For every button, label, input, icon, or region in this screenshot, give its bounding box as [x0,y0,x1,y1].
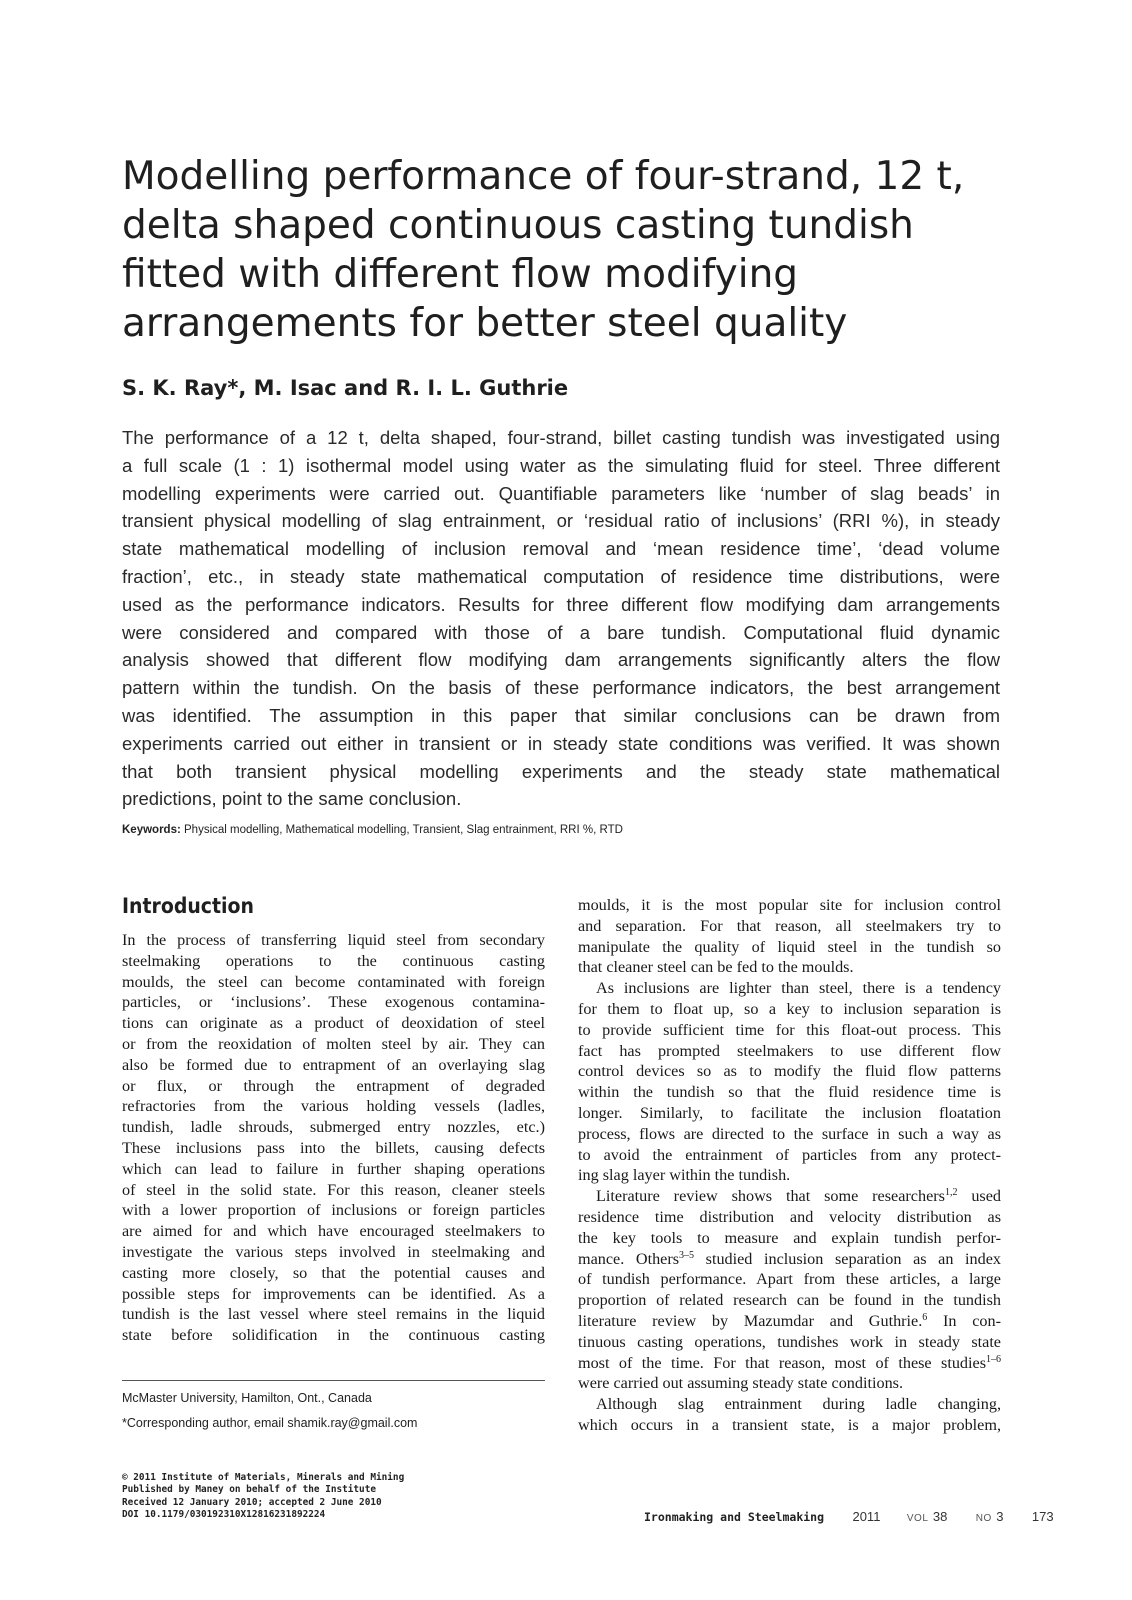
body-line: casting more closely, so that the potential causes and [122,1263,545,1282]
body-line: tions can originate as a product of deoxidation of steel [122,1014,545,1033]
title-line: fitted with different flow modifying [122,252,799,297]
abstract-line: analysis showed that different flow modifying dam arrangements significantly alters the flow [122,649,1000,671]
body-line: with a lower proportion of inclusions or foreign particles [122,1201,545,1220]
body-line: the key tools to measure and explain tundish perfor- [578,1228,1001,1247]
volume-number: 38 [932,1509,948,1524]
body-line-with-citation [578,1353,1001,1374]
abstract-line: that both transient physical modelling experiments and the steady state mathematical [122,760,1000,782]
body-line: residence time distribution and velocity distribution as [578,1207,1001,1226]
body-line: particles, or ‘inclusions’. These exogenous contamina- [122,993,545,1012]
abstract-line: modelling experiments were carried out. Quantifiable parameters like ‘number of slag beads’ in [122,482,1000,504]
body-text: used [957,1187,1002,1206]
body-line: tundish, ladle shrouds, submerged entry nozzles, etc.) [122,1118,545,1137]
journal-name: Ironmaking and Steelmaking [644,1510,825,1524]
body-line: possible steps for improvements can be identified. As a [122,1284,545,1303]
paper-title [122,152,1022,348]
corresponding-author: *Corresponding author, email shamik.ray@gmail.com [122,1416,418,1430]
copyright-line: © 2011 Institute of Materials, Minerals and Mining [122,1472,405,1483]
body-line: These inclusions pass into the billets, causing defects [122,1138,545,1157]
body-line: tundish is the last vessel where steel remains in the liquid [122,1305,545,1324]
body-line-with-citation [578,1311,1001,1332]
citation-ref: 1,2 [944,1187,958,1199]
body-line: moulds, the steel can become contaminated with foreign [122,972,545,991]
abstract-line: a full scale (1 : 1) isothermal model using water as the simulating fluid for steel. Three different [122,454,1000,476]
body-line: control devices so as to modify the fluid flow patterns [578,1062,1001,1081]
body-line: ing slag layer within the tundish. [578,1166,791,1185]
body-line: to provide sufficient time for this float-out process. This [578,1020,1001,1039]
body-line: which can lead to failure in further shaping operations [122,1159,545,1178]
abstract-line: The performance of a 12 t, delta shaped, four-strand, billet casting tundish was investigated using [122,427,1000,448]
body-line: for them to float up, so a key to inclusion separation is [578,999,1001,1018]
body-line: As inclusions are lighter than steel, there is a tendency [596,979,1001,998]
body-line: of tundish performance. Apart from these articles, a large [578,1270,1001,1289]
copyright-block [122,1472,404,1522]
body-text: mance. Others [578,1249,680,1268]
body-text: studied inclusion separation as an index [694,1249,1001,1268]
volume-label: VOL [906,1513,929,1524]
keywords-text: Physical modelling, Mathematical modelling, Transient, Slag entrainment, RRI %, RTD [184,824,623,836]
doi-line: DOI 10.1179/030192310X12816231892224 [122,1509,326,1521]
body-line: or from the reoxidation of molten steel by air. They can [122,1034,545,1053]
body-line: and separation. For that reason, all steelmakers try to [578,916,1001,935]
abstract-line: were considered and compared with those of a bare tundish. Computational fluid dynamic [122,621,1000,643]
issue-year: 2011 [852,1509,881,1524]
body-line: refractories from the various holding vessels (ladles, [122,1097,545,1116]
body-column-left [122,930,545,1346]
section-heading: Introduction [122,894,254,918]
body-line: manipulate the quality of liquid steel in the tundish so [578,937,1001,956]
page-footer [644,1508,1054,1526]
abstract-line: was identified. The assumption in this paper that similar conclusions can be drawn from [122,704,1000,726]
abstract [122,424,1000,813]
body-line: also be formed due to entrapment of an overlaying slag [122,1055,545,1074]
body-line: within the tundish so that the fluid residence time is [578,1083,1001,1102]
keywords [122,824,623,836]
body-line: moulds, it is the most popular site for inclusion control [578,896,1001,914]
abstract-line: transient physical modelling of slag entrainment, or ‘residual ratio of inclusions’ (RRI %), in steady [122,510,1000,532]
body-line: Although slag entrainment during ladle changing, [596,1395,1001,1414]
body-line: which occurs in a transient state, is a major problem, [578,1415,1001,1434]
body-line-with-citation [578,1249,1001,1270]
body-line: to avoid the entrainment of particles from any protect- [578,1145,1001,1164]
affiliation: McMaster University, Hamilton, Ont., Canada [122,1391,372,1405]
body-line: tinuous casting operations, tundishes work in steady state [578,1332,1001,1351]
body-line: were carried out assuming steady state conditions. [578,1374,904,1393]
issue-label: NO [975,1513,992,1524]
body-line: or flux, or through the entrapment of degraded [122,1076,545,1095]
abstract-line: state mathematical modelling of inclusion removal and ‘mean residence time’, ‘dead volume [122,538,1000,560]
body-line: of steel in the solid state. For this reason, cleaner steels [122,1180,545,1199]
body-line: state before solidification in the continuous casting [122,1326,545,1345]
publisher-line: Published by Maney on behalf of the Institute [122,1484,376,1496]
abstract-line: predictions, point to the same conclusion. [122,788,462,810]
abstract-line: used as the performance indicators. Results for three different flow modifying dam arrangements [122,593,1000,615]
title-line: Modelling performance of four-strand, 12 t, [122,154,965,199]
body-line: are aimed for and which have encouraged steelmakers to [122,1222,545,1241]
citation-ref: 3–5 [679,1249,695,1261]
footnote-divider [122,1380,545,1381]
body-line: fact has prompted steelmakers to use different flow [578,1041,1001,1060]
body-line-with-citation [578,1186,1001,1207]
body-text: Literature review shows that some researchers [596,1187,945,1206]
abstract-line: pattern within the tundish. On the basis of these performance indicators, the best arrangement [122,677,1000,699]
page-number: 173 [1031,1509,1054,1524]
abstract-line: fraction’, etc., in steady state mathematical computation of residence time distributions, were [122,565,1000,587]
received-line: Received 12 January 2010; accepted 2 June 2010 [122,1496,382,1508]
body-line: proportion of related research can be found in the tundish [578,1291,1001,1310]
body-line: In the process of transferring liquid steel from secondary [122,931,545,949]
body-line: process, flows are directed to the surface in such a way as [578,1124,1001,1143]
body-line: steelmaking operations to the continuous casting [122,951,545,970]
abstract-line: experiments carried out either in transient or in steady state conditions was verified. It was shown [122,732,1000,754]
citation-ref: 6 [922,1311,928,1323]
body-line: longer. Similarly, to facilitate the inclusion floatation [578,1103,1001,1122]
author-list: S. K. Ray*, M. Isac and R. I. L. Guthrie [122,376,569,400]
keywords-label: Keywords: [122,824,181,836]
issue-number: 3 [996,1509,1004,1524]
body-column-right [578,895,1001,1436]
body-text: most of the time. For that reason, most of these studies [578,1353,986,1372]
title-line: delta shaped continuous casting tundish [122,203,914,248]
title-line: arrangements for better steel quality [122,301,848,346]
body-line: that cleaner steel can be fed to the moulds. [578,958,854,977]
body-text: In con- [927,1311,1001,1330]
citation-ref: 1–6 [986,1353,1001,1365]
body-line: investigate the various steps involved in steelmaking and [122,1242,545,1261]
body-text: literature review by Mazumdar and Guthrie. [578,1311,923,1330]
